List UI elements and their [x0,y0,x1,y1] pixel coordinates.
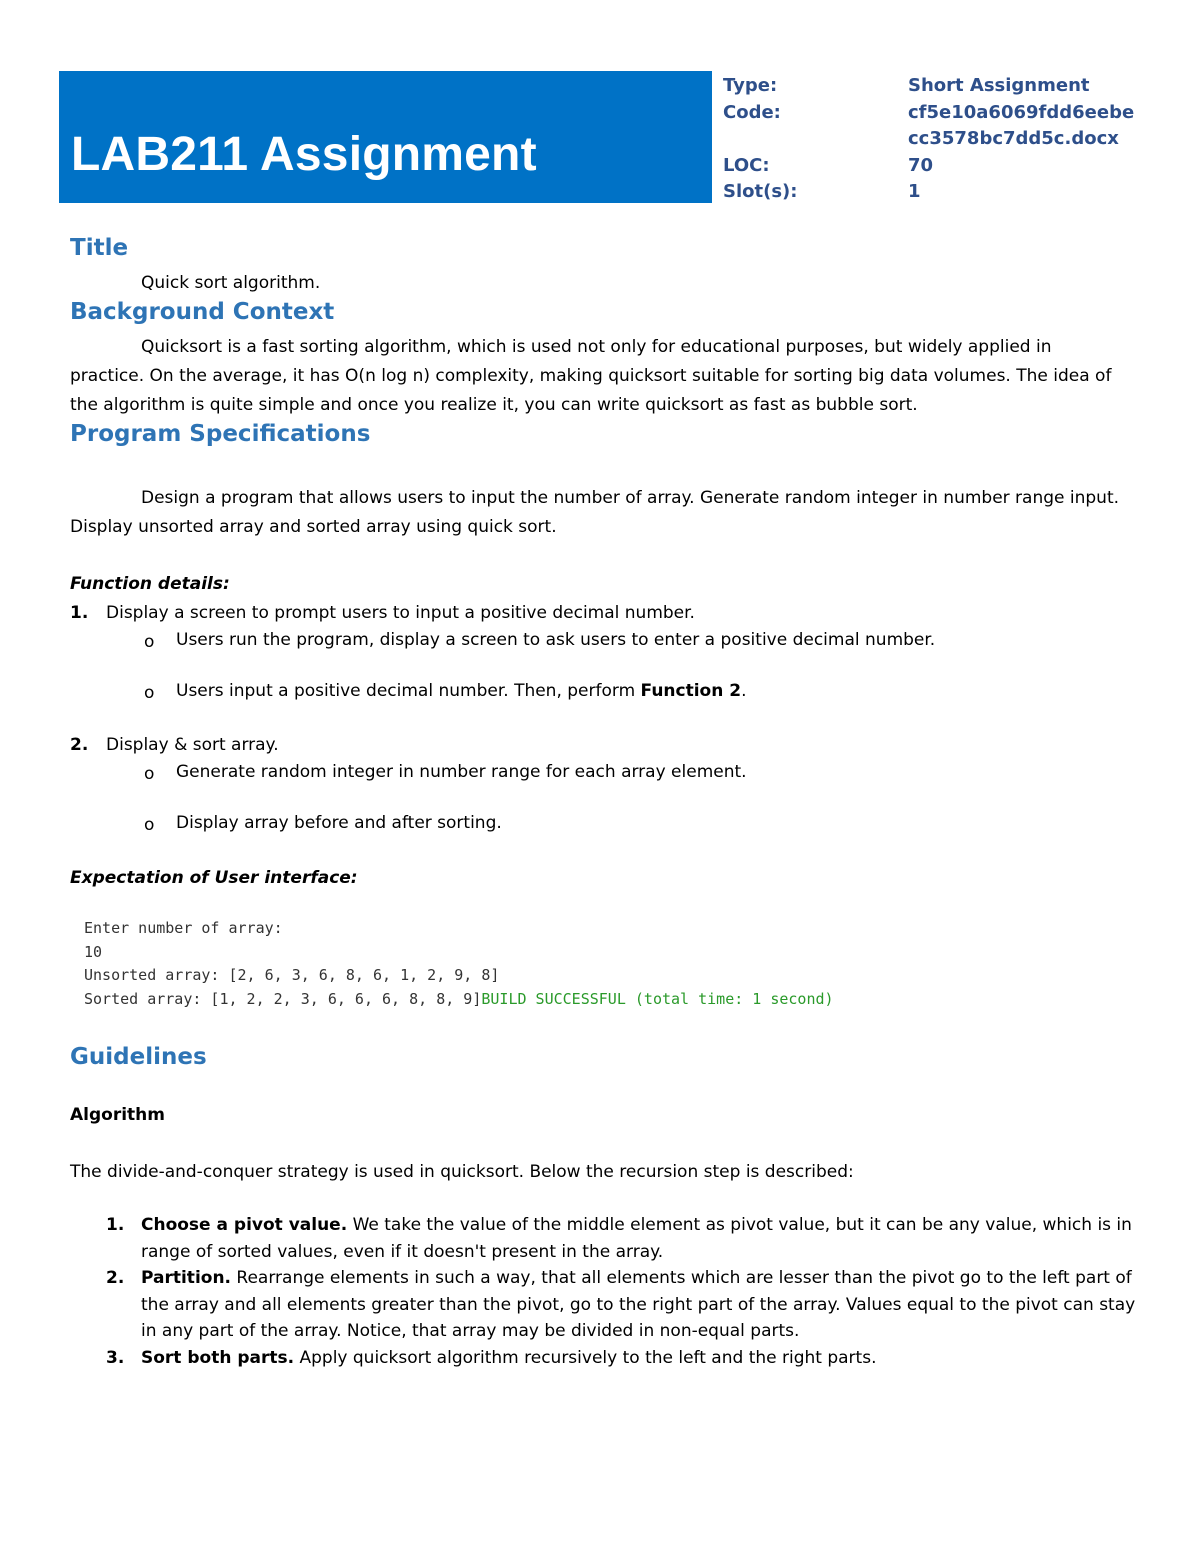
function-1-title: Display a screen to prompt users to input a positive decimal number. [106,603,695,623]
banner-title: LAB211 Assignment [71,128,537,181]
function-2-bullet-1: Generate random integer in number range for each array element. [176,762,747,782]
function-1-bullet-1: Users run the program, display a screen to ask users to enter a positive decimal number. [176,630,936,650]
meta-slots-label: Slot(s): [723,181,798,202]
guidelines-heading: Guidelines [70,1044,207,1070]
function-details-label: Function details: [70,574,230,594]
console-line-2: 10 [84,942,103,961]
title-heading: Title [70,235,129,261]
algorithm-step-1: 1. Choose a pivot value. We take the value of the middle element as pivot value, but it can be any value, which is in range of sorted values, even if it doesn't present in the array. [106,1215,1132,1262]
function-2-number: 2. [70,735,89,755]
meta-loc-value: 70 [908,154,934,176]
meta-type-value: Short Assignment [908,75,1090,96]
build-status: BUILD SUCCESSFUL (total time: 1 second) [481,989,834,1008]
bullet-icon: o [144,764,155,784]
meta-code-row-2 [723,126,1163,153]
meta-type-row [723,73,1163,100]
meta-slots-value: 1 [908,181,921,202]
meta-code-label: Code: [723,101,781,123]
algorithm-step-2: 2. Partition. Rearrange elements in such a way, that all elements which are lesser than the pivot go to the left part of the array and all elements greater than the pivot, go to the right part of the array. Values equal to the pivot can stay in any part of the array. Notice, that array may be divided in non-equal parts. [106,1268,1136,1341]
background-heading: Background Context [70,299,335,325]
function-2-bullet-2: Display array before and after sorting. [176,813,502,833]
meta-code-row [723,100,1163,127]
function-1-bullet-2: Users input a positive decimal number. Then, perform Function 2. [176,681,747,701]
meta-loc-label: LOC: [723,154,770,176]
meta-slots-row [723,179,1163,206]
algorithm-intro: The divide-and-conquer strategy is used in quicksort. Below the recursion step is described: [70,1162,854,1182]
function-1-number: 1. [70,603,89,623]
console-line-4: Sorted array: [1, 2, 2, 3, 6, 6, 6, 8, 8, 9]BUILD SUCCESSFUL (total time: 1 second) [84,989,834,1008]
background-text: Quicksort is a fast sorting algorithm, which is used not only for educational purposes, but widely applied in practice. On the average, it has O(n log n) complexity, making quicksort suitable for sorting big data volumes. The idea of the algorithm is quite simple and once you realize it, you can write quicksort as fast as bubble sort. [70,337,1112,415]
algorithm-label: Algorithm [70,1105,165,1125]
spec-heading: Program Specifications [70,421,371,447]
meta-code-value-2: cc3578bc7dd5c.docx [908,128,1119,149]
title-text: Quick sort algorithm. [141,273,321,293]
console-line-1: Enter number of array: [84,919,283,937]
assignment-meta [723,73,1163,206]
algorithm-step-3: 3. Sort both parts. Apply quicksort algorithm recursively to the left and the right parts. [106,1348,877,1368]
console-output [84,917,834,1011]
bullet-icon: o [144,683,155,703]
bullet-icon: o [144,632,155,652]
title-banner [59,71,712,203]
ui-expectation-label: Expectation of User interface: [70,868,358,888]
meta-code-value-1: cf5e10a6069fdd6eebe [908,101,1135,123]
function-2-title: Display & sort array. [106,735,279,755]
bullet-icon: o [144,815,155,835]
meta-type-label: Type: [723,75,778,96]
spec-text: Design a program that allows users to input the number of array. Generate random integer in number range input. Display unsorted array and sorted array using quick sort. [70,488,1120,537]
console-line-3: Unsorted array: [2, 6, 3, 6, 8, 6, 1, 2, 9, 8] [84,966,500,984]
meta-loc-row [723,153,1163,180]
